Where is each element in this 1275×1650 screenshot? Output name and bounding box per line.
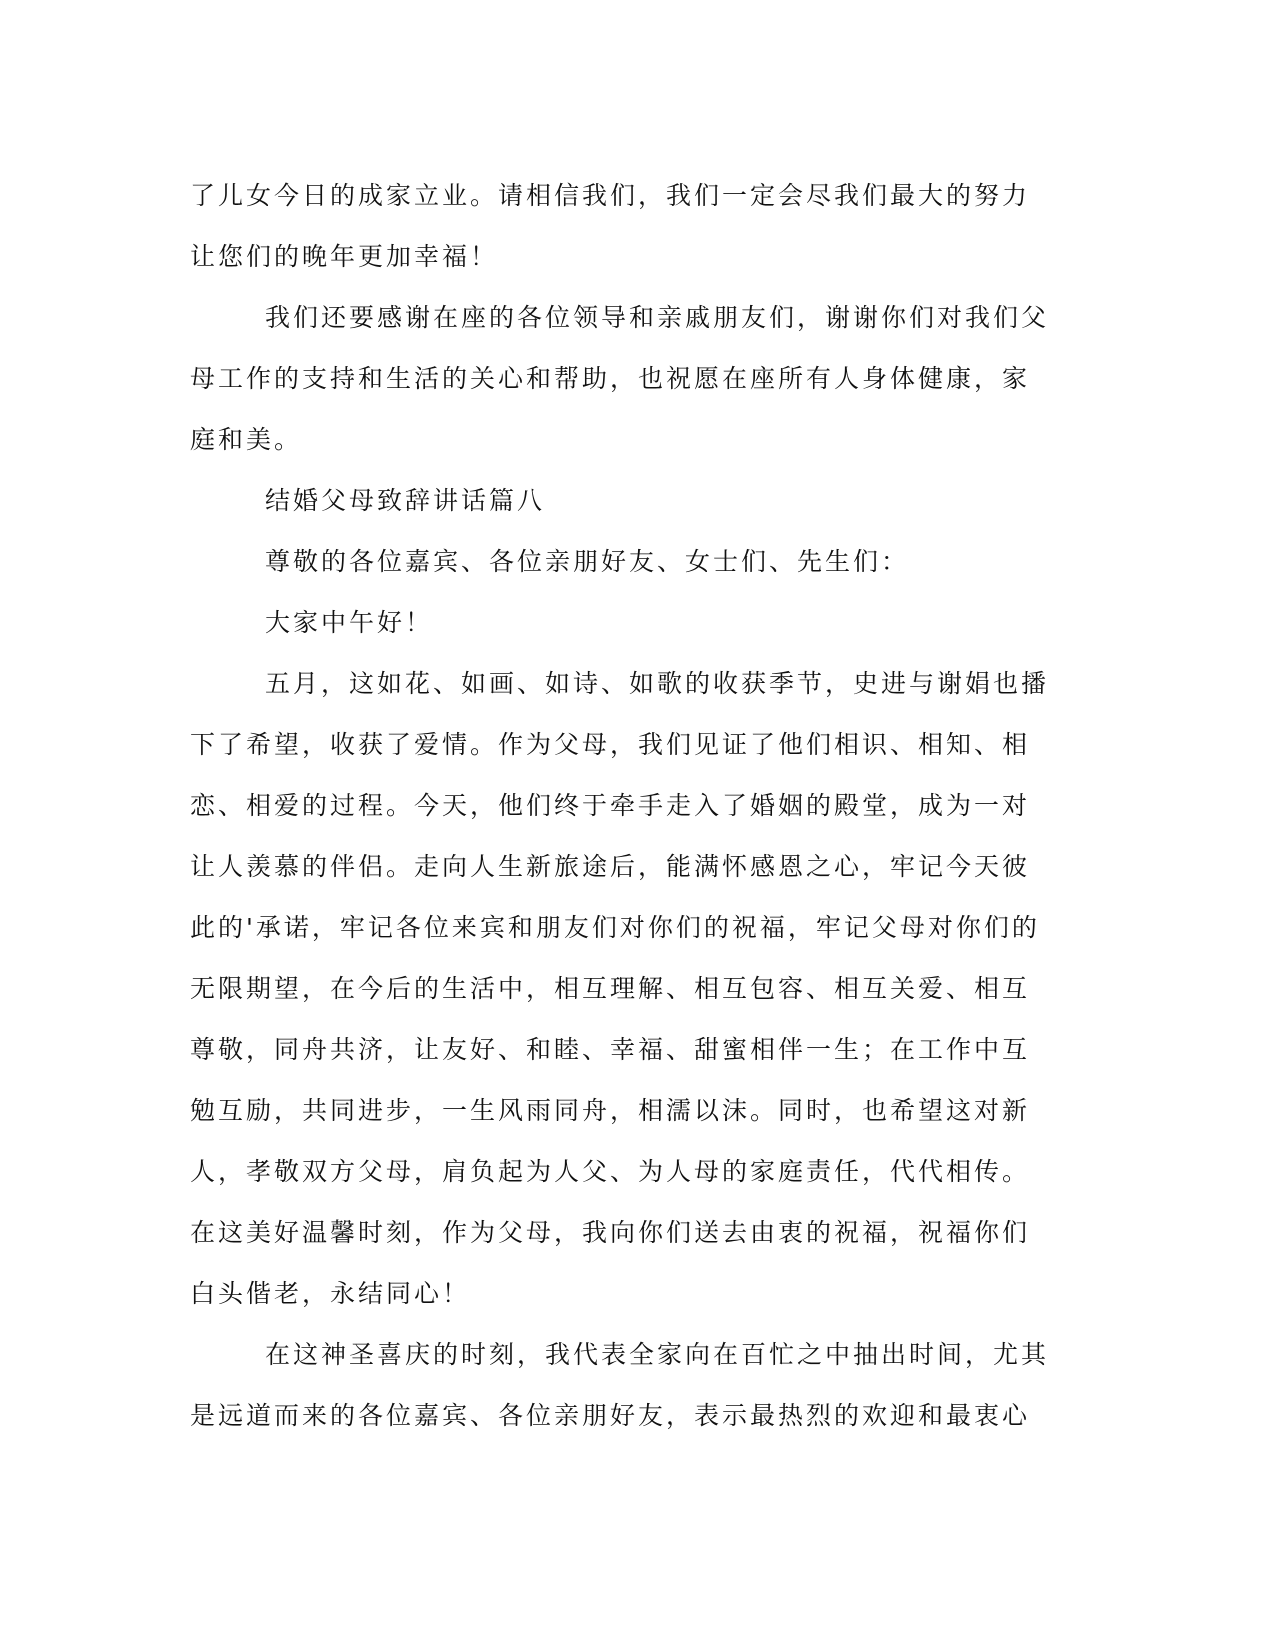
- text-line: 在这美好温馨时刻，作为父母，我向你们送去由衷的祝福，祝福你们: [190, 1218, 1031, 1247]
- text-line: 白头偕老，永结同心！: [190, 1279, 471, 1308]
- text-line: 人，孝敬双方父母，肩负起为人父、为人母的家庭责任，代代相传。: [190, 1157, 1031, 1186]
- text-line: 此的'承诺，牢记各位来宾和朋友们对你们的祝福，牢记父母对你们的: [190, 913, 1040, 942]
- text-line: 恋、相爱的过程。今天，他们终于牵手走入了婚姻的殿堂，成为一对: [190, 791, 1031, 820]
- text-line: 是远道而来的各位嘉宾、各位亲朋好友，表示最热烈的欢迎和最衷心: [190, 1401, 1031, 1430]
- text-line: 下了希望，收获了爱情。作为父母，我们见证了他们相识、相知、相: [190, 730, 1031, 759]
- text-line: 庭和美。: [190, 425, 303, 454]
- document-body: [190, 165, 1075, 1446]
- text-line: 五月，这如花、如画、如诗、如歌的收获季节，史进与谢娟也播: [265, 669, 1050, 698]
- text-line: 我们还要感谢在座的各位领导和亲戚朋友们，谢谢你们对我们父: [265, 303, 1050, 332]
- text-line: 让您们的晚年更加幸福！: [190, 242, 499, 271]
- text-line: 在这神圣喜庆的时刻，我代表全家向在百忙之中抽出时间，尤其: [265, 1340, 1050, 1369]
- text-line: 尊敬，同舟共济，让友好、和睦、幸福、甜蜜相伴一生；在工作中互: [190, 1035, 1031, 1064]
- section-heading: 结婚父母致辞讲话篇八: [265, 486, 546, 515]
- text-line: 让人羡慕的伴侣。走向人生新旅途后，能满怀感恩之心，牢记今天彼: [190, 852, 1031, 881]
- greeting: 大家中午好！: [265, 608, 434, 637]
- text-line: 母工作的支持和生活的关心和帮助，也祝愿在座所有人身体健康，家: [190, 364, 1031, 393]
- text-line: 无限期望，在今后的生活中，相互理解、相互包容、相互关爱、相互: [190, 974, 1031, 1003]
- text-line: 勉互励，共同进步，一生风雨同舟，相濡以沫。同时，也希望这对新: [190, 1096, 1031, 1125]
- salutation: 尊敬的各位嘉宾、各位亲朋好友、女士们、先生们：: [265, 547, 910, 576]
- text-line: 了儿女今日的成家立业。请相信我们，我们一定会尽我们最大的努力: [190, 181, 1031, 210]
